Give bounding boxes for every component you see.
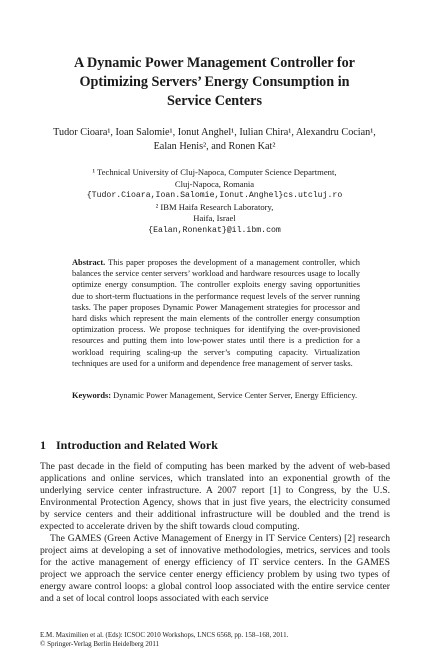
keywords bbox=[72, 390, 360, 401]
authors-line: Ealan Henis², and Ronen Kat² bbox=[153, 141, 276, 152]
affiliation-1-city: Cluj-Napoca, Romania bbox=[174, 178, 255, 189]
authors-line: Tudor Cioara¹, Ioan Salomie¹, Ionut Anghel¹, Iulian Chira¹, Alexandru Cocian¹, bbox=[53, 127, 376, 138]
footer-copyright: © Springer-Verlag Berlin Heidelberg 2011 bbox=[40, 640, 160, 648]
affiliation-1-email: {Tudor.Cioara,Ioan.Salomie,Ionut.Anghel}cs.utcluj.ro bbox=[86, 191, 343, 201]
keywords-text: Dynamic Power Management, Service Center Server, Energy Efficiency. bbox=[113, 391, 358, 400]
affiliations bbox=[30, 167, 399, 237]
affiliation-2-lab: ² IBM Haifa Research Laboratory, bbox=[155, 201, 274, 212]
title-line: A Dynamic Power Management Controller for bbox=[74, 55, 355, 71]
footer-citation: E.M. Maximilien et al. (Eds): ICSOC 2010 Workshops, LNCS 6568, pp. 158–168, 2011. bbox=[40, 631, 289, 639]
abstract bbox=[72, 257, 360, 369]
affiliation-1-dept: ¹ Technical University of Cluj-Napoca, Computer Science Department, bbox=[92, 167, 337, 177]
abstract-text: This paper proposes the development of a management controller, which balances the service center servers’ workload and hardware resources usage to locally optimize energy consumption. The controller exploits energy saving opportunities due to short-term fluctuations in the performance request levels of the server running tasks. The paper proposes Dynamic Power Management strategies for processor and hard disks which represent the main elements of the controller energy consumption optimization process. We propose techniques for identifying the over-provisioned resources and putting them into low-power states until there is a prediction for a workload requiring scaling-up the server’s computing capacity. Virtualization techniques are used for a uniform and dependence free management of server tasks. bbox=[72, 258, 360, 368]
section-number: 1 bbox=[40, 438, 46, 452]
title-line: Optimizing Servers’ Energy Consumption in bbox=[79, 74, 350, 90]
affiliation-2-email: {Ealan,Ronenkat}@il.ibm.com bbox=[148, 225, 281, 235]
title-line: Service Centers bbox=[167, 93, 262, 109]
section-body bbox=[40, 461, 390, 605]
paragraph: The GAMES (Green Active Management of Energy in IT Service Centers) [2] research project aims at developing a set of innovative methodologies, metrics, services and tools for the active management of energy efficiency of IT service centers. In the GAMES project we approach the service center energy efficiency problem by using two types of energy aware control loops: a global control loop associated with the entire service center and a set of local control loops associated with each service bbox=[40, 533, 390, 604]
paragraph: The past decade in the field of computing has been marked by the advent of web-based applications and online services, which translated into an exponential growth of the underlying service center infrastructure. A 2007 report [1] to Congress, by the U.S. Environmental Protection Agency, shows that in just five years, the electricity consumed by service centers and their additional infrastructure will be doubled and the trend is expected to accelerate driven by the shift towards cloud computing. bbox=[40, 461, 390, 532]
section-title: Introduction and Related Work bbox=[56, 438, 218, 452]
abstract-label: Abstract. bbox=[72, 258, 106, 267]
section-heading bbox=[40, 438, 218, 452]
paper-title bbox=[30, 54, 399, 111]
keywords-label: Keywords: bbox=[72, 391, 112, 400]
page-footer bbox=[40, 631, 288, 649]
affiliation-2-city: Haifa, Israel bbox=[193, 213, 236, 224]
author-list bbox=[28, 126, 401, 154]
